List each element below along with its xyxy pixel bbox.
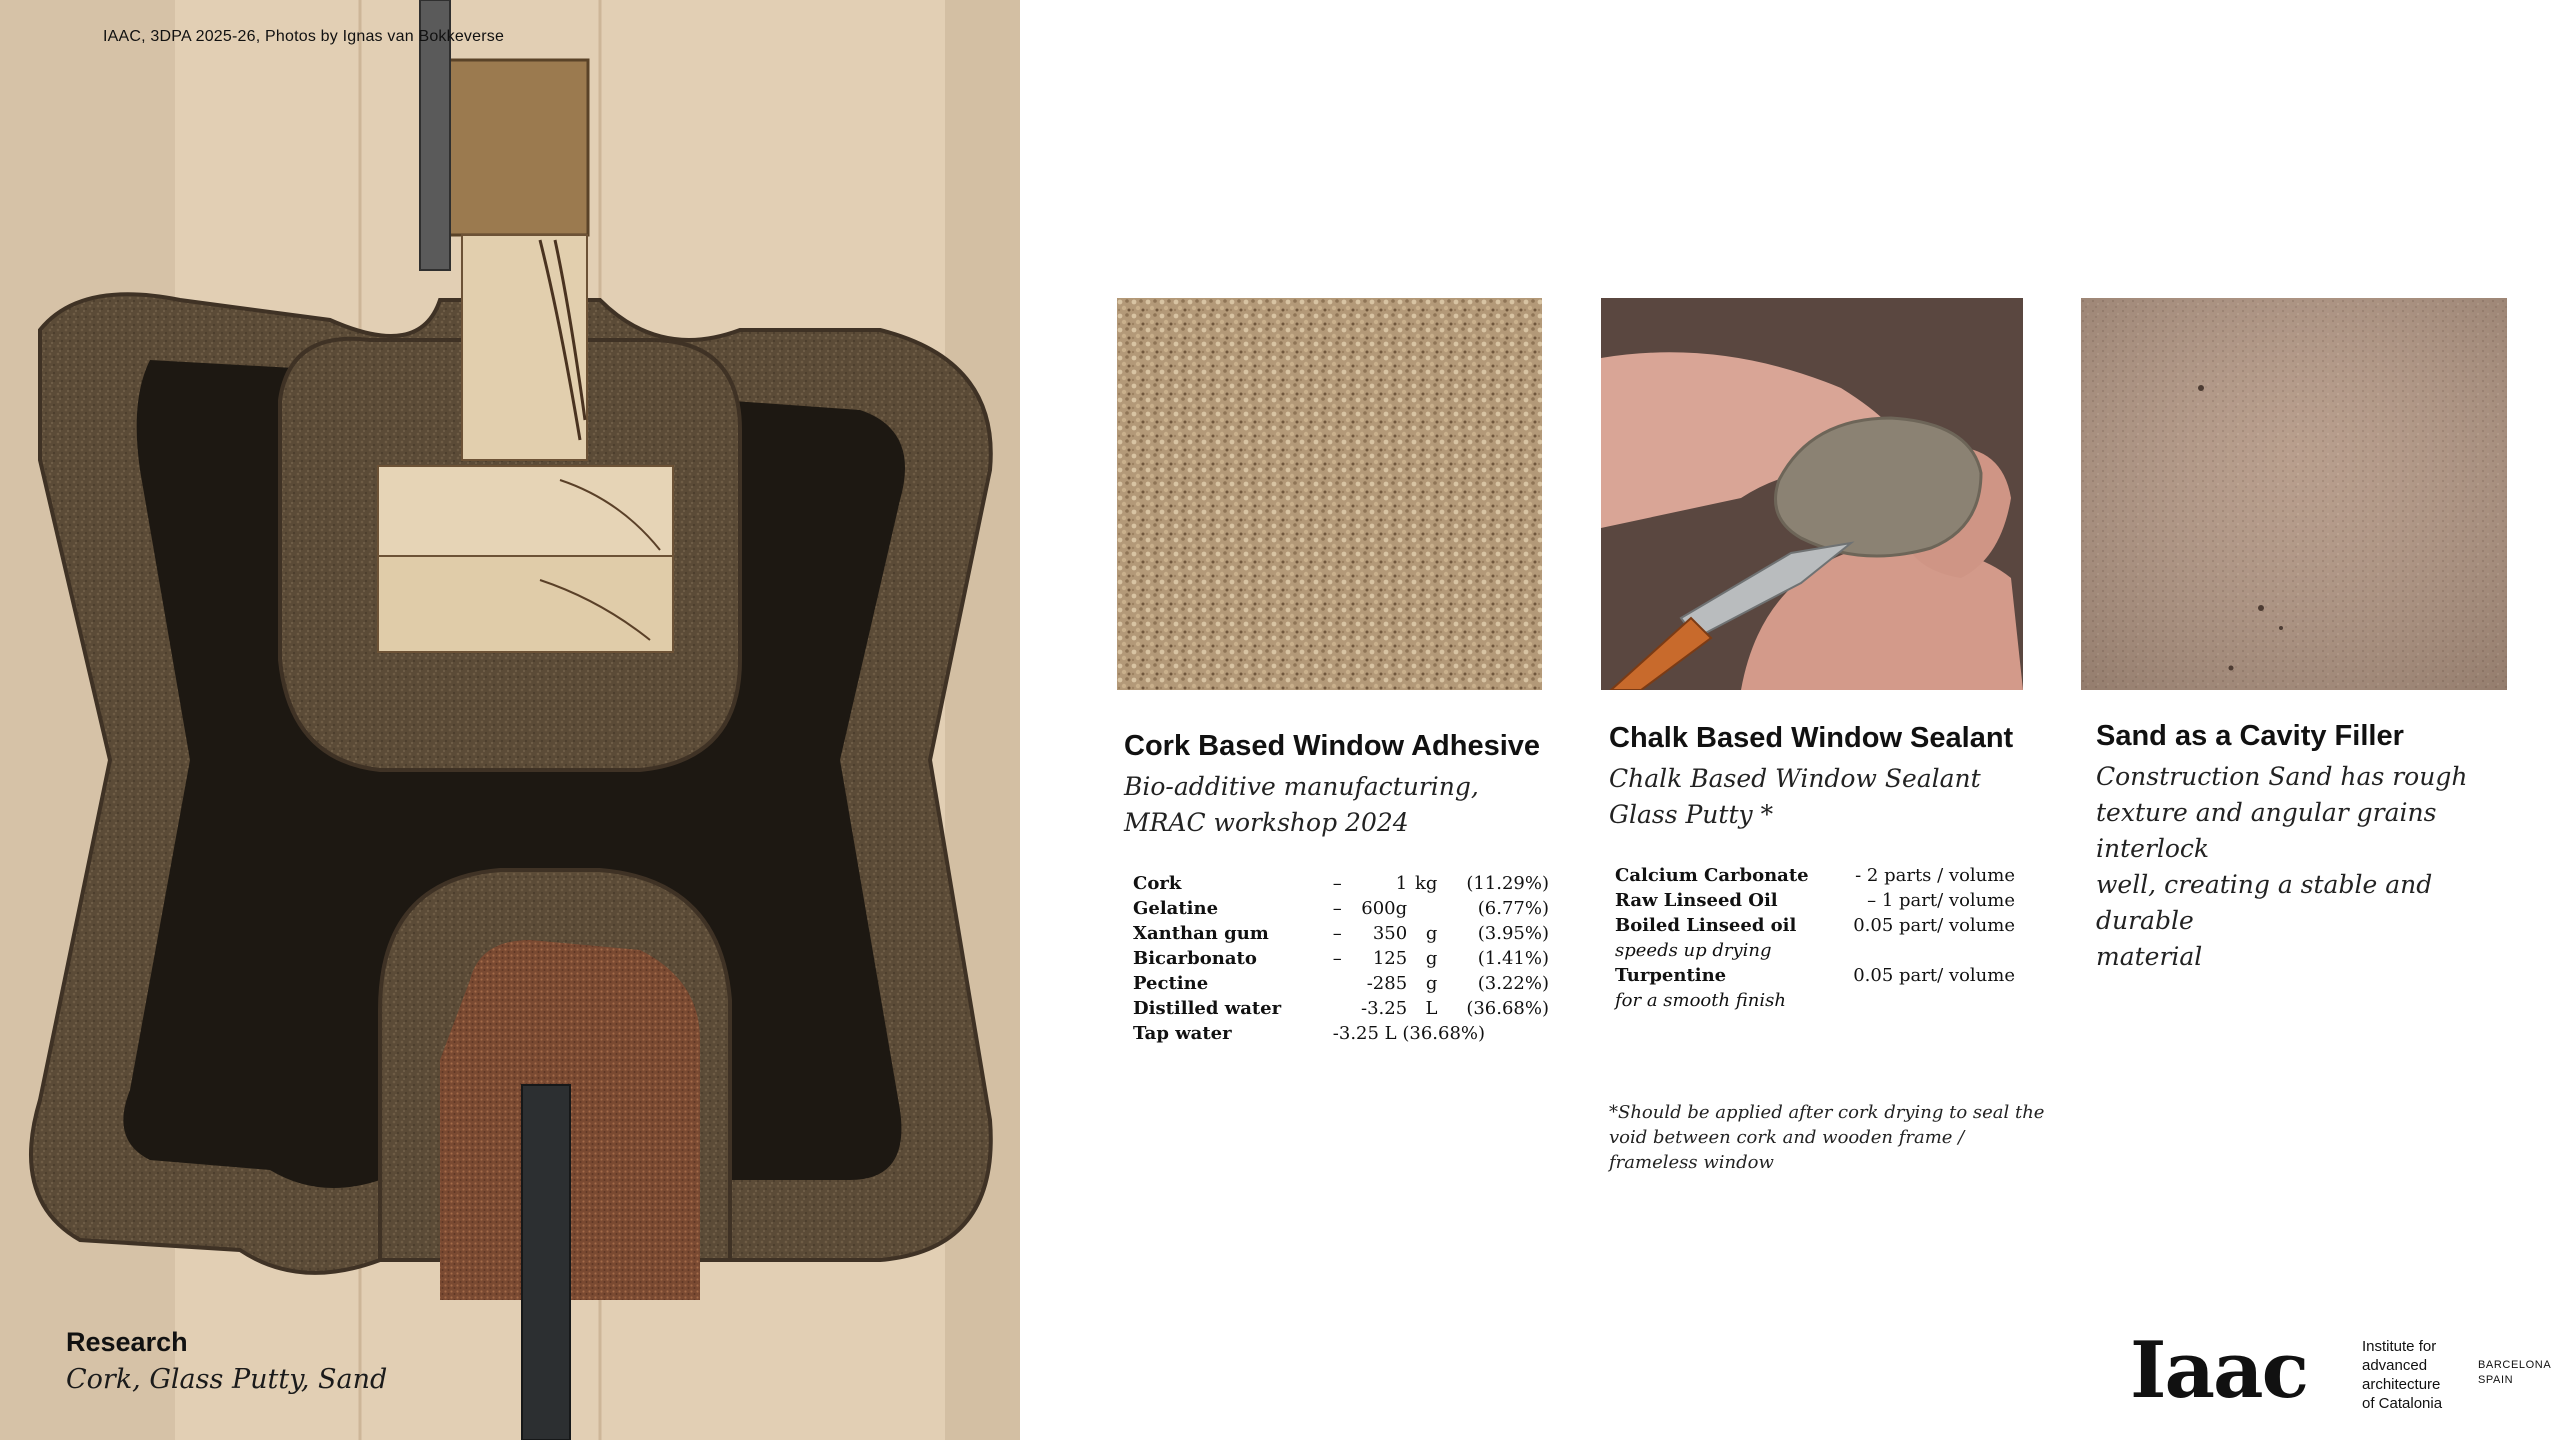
recipe-note-row <box>1615 938 2015 963</box>
ingredient-amount: – 1 part/ volume <box>1867 890 2015 911</box>
logo-text-line: of Catalonia <box>2362 1395 2443 1412</box>
chalk-recipe-table <box>1615 863 2015 1013</box>
ingredient-qty: -3.25 <box>1361 998 1408 1019</box>
subtitle-line: Chalk Based Window Sealant <box>1609 764 1981 793</box>
ingredient-name: Boiled Linseed oil <box>1615 915 1797 936</box>
ingredient-dash: – <box>1332 873 1342 894</box>
cork-recipe-table <box>1133 871 1549 1046</box>
ingredient-name: Turpentine <box>1615 965 1727 986</box>
chalk-sealant-title: Chalk Based Window Sealant <box>1609 722 2014 754</box>
putty-illustration <box>1601 298 2023 690</box>
ingredient-name: Tap water <box>1133 1023 1232 1044</box>
ingredient-pct: (3.95%) <box>1477 923 1549 944</box>
logo-location-line: BARCELONA <box>2478 1359 2552 1371</box>
ingredient-name: Distilled water <box>1133 998 1282 1019</box>
iaac-logo-mark <box>2130 1325 2308 1416</box>
subtitle-line: Bio-additive manufacturing, <box>1124 772 1479 801</box>
ingredient-name: Gelatine <box>1133 898 1219 919</box>
hero-subtitle: Cork, Glass Putty, Sand <box>66 1364 388 1395</box>
ingredient-pct: (11.29%) <box>1466 873 1549 894</box>
logo-location <box>2478 1358 2551 1388</box>
ingredient-pct: (36.68%) <box>1466 998 1549 1019</box>
logo-institute-name <box>2362 1337 2442 1413</box>
sand-photo <box>2081 298 2507 690</box>
cork-adhesive-subtitle <box>1124 769 1564 841</box>
recipe-row <box>1133 996 1549 1021</box>
ingredient-name: Pectine <box>1133 973 1209 994</box>
ingredient-pct: (1.41%) <box>1477 948 1549 969</box>
subtitle-line: MRAC workshop 2024 <box>1124 808 1409 837</box>
recipe-note: speeds up drying <box>1615 940 1772 961</box>
ingredient-dash: – <box>1332 923 1342 944</box>
recipe-row <box>1615 888 2015 913</box>
ingredient-unit: g <box>1425 973 1438 994</box>
hero-photo <box>0 0 1020 1440</box>
sealant-footnote: *Should be applied after cork drying to seal the void between cork and wooden frame / frameless window <box>1609 1102 2045 1173</box>
ingredient-qty: -285 <box>1366 973 1408 994</box>
sand-texture <box>2081 298 2507 690</box>
recipe-row <box>1133 871 1549 896</box>
ingredient-unit: g <box>1425 923 1438 944</box>
ingredient-pct: (6.77%) <box>1477 898 1549 919</box>
putty-photo <box>1601 298 2023 690</box>
logo-wordmark: Iaac <box>2130 1325 2308 1416</box>
iaac-logo <box>2130 1325 2552 1416</box>
description-line: texture and angular grains interlock <box>2096 798 2437 863</box>
cork-photo <box>1117 298 1542 690</box>
logo-text-line: advanced <box>2362 1357 2428 1374</box>
recipe-note-row <box>1615 988 2015 1013</box>
sand-filler-column <box>2096 720 2516 975</box>
ingredient-dash <box>1333 971 1345 996</box>
description-line: Construction Sand has rough <box>2096 762 2468 791</box>
ingredient-amount: 0.05 part/ volume <box>1853 915 2015 936</box>
ingredient-name: Bicarbonato <box>1133 948 1257 969</box>
sand-filler-title: Sand as a Cavity Filler <box>2096 720 2404 752</box>
ingredient-amount: 0.05 part/ volume <box>1853 965 2015 986</box>
subtitle-line: Glass Putty * <box>1609 800 1774 829</box>
chalk-sealant-column <box>1609 722 2029 1013</box>
description-line: material <box>2096 942 2203 971</box>
ingredient-qty: 600g <box>1361 898 1408 919</box>
hero-illustration <box>0 0 1020 1440</box>
ingredient-amount: - 2 parts / volume <box>1855 865 2015 886</box>
recipe-note: for a smooth finish <box>1615 990 1786 1011</box>
ingredient-name: Xanthan gum <box>1133 923 1269 944</box>
recipe-row <box>1133 946 1549 971</box>
ingredient-qty: 125 <box>1372 948 1408 969</box>
logo-text-line: architecture <box>2362 1376 2441 1393</box>
hero-caption <box>66 1327 387 1395</box>
cork-adhesive-title: Cork Based Window Adhesive <box>1124 730 1541 762</box>
ingredient-name: Cork <box>1133 873 1182 894</box>
recipe-row <box>1615 863 2015 888</box>
ingredient-dash: – <box>1332 898 1342 919</box>
ingredient-qty: -3.25 L (36.68%) <box>1332 1023 1486 1044</box>
ingredient-name: Raw Linseed Oil <box>1615 890 1778 911</box>
recipe-row <box>1615 963 2015 988</box>
hero-title: Research <box>66 1327 188 1357</box>
description-line: well, creating a stable and durable <box>2096 870 2433 935</box>
ingredient-qty: 350 <box>1372 923 1408 944</box>
ingredient-dash: – <box>1332 948 1342 969</box>
ingredient-qty: 1 <box>1395 873 1408 894</box>
cork-texture <box>1117 298 1542 690</box>
ingredient-pct: (3.22%) <box>1477 973 1549 994</box>
cork-adhesive-column <box>1124 730 1564 1046</box>
recipe-row <box>1133 1021 1549 1046</box>
recipe-row <box>1133 896 1549 921</box>
ingredient-dash <box>1333 996 1345 1021</box>
ingredient-unit: kg <box>1414 873 1438 894</box>
ingredient-unit: g <box>1425 948 1438 969</box>
photo-credit: IAAC, 3DPA 2025-26, Photos by Ignas van Bokkeverse <box>103 28 505 45</box>
recipe-row <box>1615 913 2015 938</box>
recipe-row <box>1133 921 1549 946</box>
ingredient-name: Calcium Carbonate <box>1615 865 1809 886</box>
ingredient-unit: L <box>1425 998 1438 1019</box>
logo-text-line: Institute for <box>2362 1338 2437 1355</box>
logo-location-line: SPAIN <box>2478 1374 2514 1386</box>
recipe-row <box>1133 971 1549 996</box>
chalk-sealant-subtitle <box>1609 761 2029 833</box>
ingredient-unit <box>1407 896 1437 921</box>
sand-filler-description <box>2096 759 2516 975</box>
